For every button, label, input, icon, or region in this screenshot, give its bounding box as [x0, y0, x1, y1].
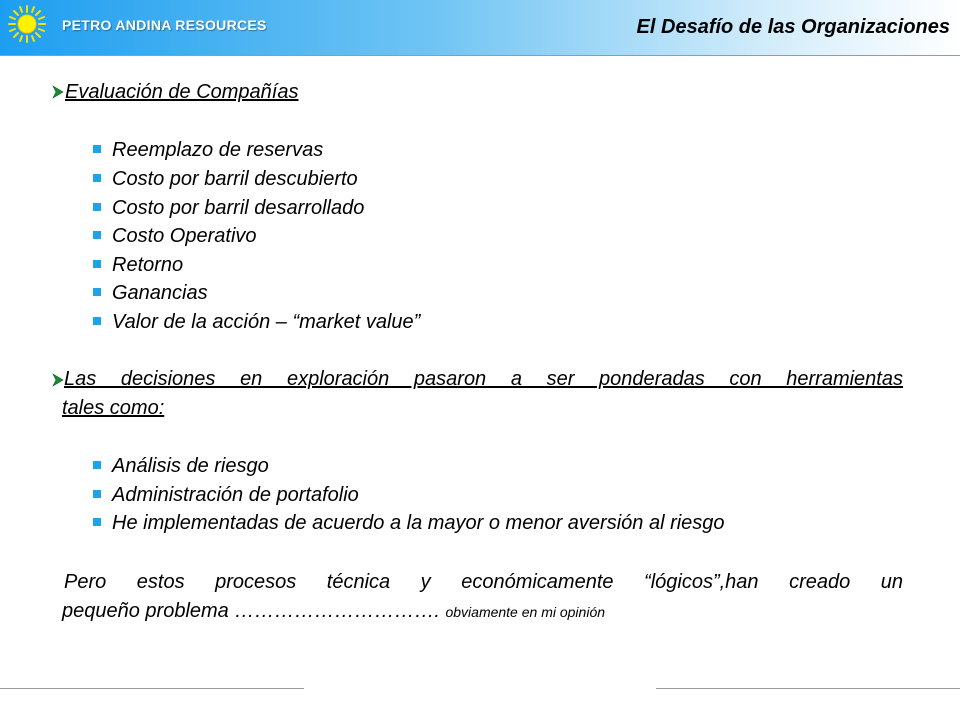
list-item-text: Retorno [112, 254, 184, 276]
section2-heading-line1: Las decisiones en exploración pasaron a ser ponderadas con herramientas [64, 368, 903, 390]
list-item [93, 282, 208, 305]
section2-heading-line2: tales como: [62, 397, 165, 419]
footer-divider-right [656, 688, 960, 689]
list-item [93, 139, 323, 162]
list-item [93, 484, 359, 507]
closing-line2-note: obviamente en mi opinión [445, 604, 606, 620]
square-bullet-icon [93, 317, 101, 325]
list-item-text: Análisis de riesgo [112, 455, 269, 477]
list-item [93, 168, 358, 191]
slide-title: El Desafío de las Organizaciones [636, 16, 950, 38]
square-bullet-icon [93, 490, 101, 498]
list-item [93, 512, 725, 535]
list-item-text: Administración de portafolio [112, 484, 359, 506]
section1-heading [52, 81, 298, 104]
square-bullet-icon [93, 203, 101, 211]
square-bullet-icon [93, 288, 101, 296]
list-item [93, 197, 364, 220]
list-item [93, 254, 183, 277]
square-bullet-icon [93, 174, 101, 182]
square-bullet-icon [93, 231, 101, 239]
list-item [93, 225, 257, 248]
footer-divider-left [0, 688, 304, 689]
arrow-bullet-icon [52, 373, 64, 387]
list-item-text: Ganancias [112, 282, 208, 304]
list-item [93, 311, 420, 334]
company-name: PETRO ANDINA RESOURCES [62, 17, 267, 33]
closing-line2-text: pequeño problema …………………………. [62, 600, 446, 622]
list-item-text: Costo por barril descubierto [112, 168, 358, 190]
section1-heading-text: Evaluación de Compañías [65, 81, 299, 103]
closing-line1: Pero estos procesos técnica y económicamente “lógicos”,han creado un [64, 571, 903, 593]
list-item-text: Costo por barril desarrollado [112, 197, 365, 219]
square-bullet-icon [93, 518, 101, 526]
square-bullet-icon [93, 260, 101, 268]
arrow-bullet-icon [52, 85, 64, 99]
list-item [93, 455, 269, 478]
list-item-text: Valor de la acción – “market value” [112, 311, 421, 333]
list-item-text: He implementadas de acuerdo a la mayor o menor aversión al riesgo [112, 512, 725, 534]
list-item-text: Reemplazo de reservas [112, 139, 324, 161]
list-item-text: Costo Operativo [112, 225, 257, 247]
closing-line2 [62, 600, 605, 623]
square-bullet-icon [93, 145, 101, 153]
sun-icon [8, 5, 46, 43]
header-divider [0, 55, 960, 56]
square-bullet-icon [93, 461, 101, 469]
